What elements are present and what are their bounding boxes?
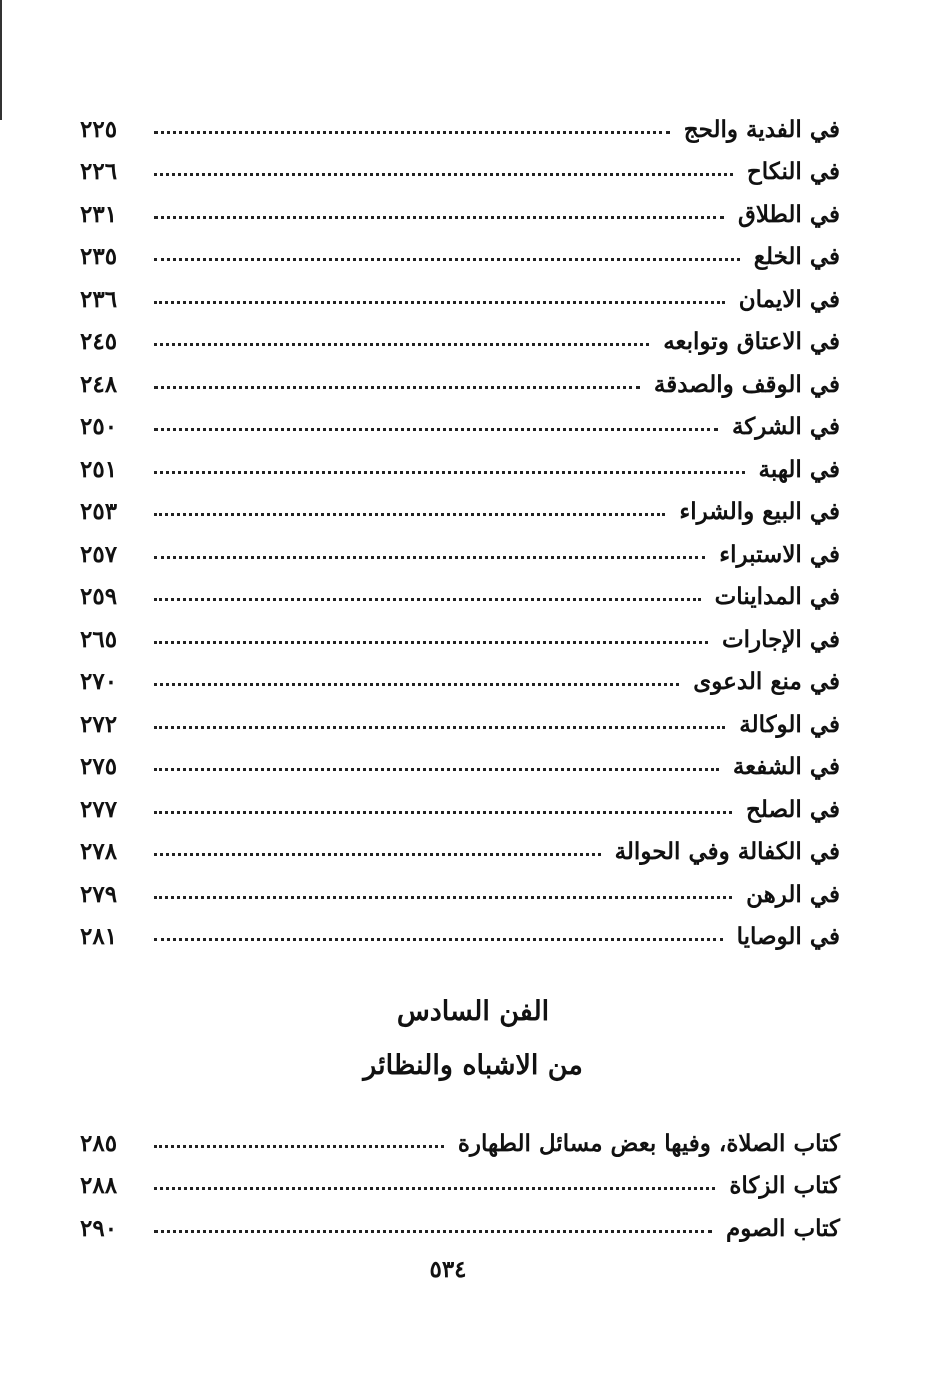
dot-leader [154,683,679,686]
toc-entry-page: ٢٧٧ [80,795,118,823]
toc-entry [80,1122,840,1165]
toc-entry [80,406,840,449]
toc-entry-title: في الوصايا [736,923,840,951]
toc-list-bottom [80,1122,840,1250]
dot-leader [154,428,718,431]
toc-entry [80,661,840,704]
toc-entry [80,108,840,151]
toc-entry-page: ٢٥١ [80,455,118,483]
toc-entry-page: ٢٢٥ [80,115,118,143]
toc-entry-page: ٢٧٨ [80,838,118,866]
toc-entry-title: في الكفالة وفي الحوالة [614,838,840,866]
toc-entry-title: في الوكالة [739,710,840,738]
toc-entry-title: كتاب الصلاة، وفيها بعض مسائل الطهارة [457,1129,840,1157]
toc-entry [80,193,840,236]
toc-entry-title: في الهبة [758,455,840,483]
toc-entry [80,916,840,959]
toc-entry-page: ٢٣٦ [80,285,118,313]
dot-leader [154,386,640,389]
toc-entry-page: ٢٢٦ [80,158,118,186]
toc-entry-title: في الاعتاق وتوابعه [663,328,840,356]
dot-leader [154,1187,715,1190]
toc-entry-title: في منع الدعوى [693,668,840,696]
dot-leader [154,641,708,644]
toc-entry-title: في الشركة [731,413,840,441]
toc-entry-title: في المداينات [714,583,840,611]
left-margin-rule [0,0,2,120]
toc-entry-page: ٢٣٥ [80,243,118,271]
dot-leader [154,853,601,856]
toc-entry-page: ٢٧٥ [80,753,118,781]
dot-leader [154,938,723,941]
toc-entry [80,703,840,746]
toc-entry [80,363,840,406]
toc-entry-title: في الصلح [746,795,840,823]
toc-entry-page: ٢٤٨ [80,370,118,398]
toc-entry-page: ٢٧٠ [80,668,118,696]
toc-entry-page: ٢٥٠ [80,413,118,441]
toc-entry-page: ٢٨٨ [80,1172,118,1200]
toc-entry [80,1165,840,1208]
toc-entry-page: ٢٥٧ [80,540,118,568]
toc-entry-page: ٢٦٥ [80,625,118,653]
dot-leader [154,1230,712,1233]
dot-leader [154,768,719,771]
toc-entry-page: ٢٥٣ [80,498,118,526]
toc-entry [80,278,840,321]
dot-leader [154,216,724,219]
toc-list-top [80,108,840,958]
dot-leader [154,598,701,601]
dot-leader [154,131,670,134]
toc-entry [80,321,840,364]
toc-entry [80,1207,840,1250]
toc-entry-title: كتاب الزكاة [729,1172,840,1200]
dot-leader [154,173,733,176]
toc-entry [80,491,840,534]
toc-entry-page: ٢٧٩ [80,880,118,908]
toc-entry [80,873,840,916]
toc-entry-title: في النكاح [746,158,840,186]
dot-leader [154,343,649,346]
section-heading-line1: الفن السادس [396,996,550,1027]
toc-entry-title: في الايمان [738,285,840,313]
dot-leader [154,556,705,559]
dot-leader [154,896,732,899]
dot-leader [154,301,725,304]
toc-entry [80,831,840,874]
toc-entry-title: في الوقف والصدقة [653,370,840,398]
dot-leader [154,1145,444,1148]
dot-leader [154,726,725,729]
toc-entry-page: ٢٩٠ [80,1214,118,1242]
toc-entry-title: كتاب الصوم [725,1214,840,1242]
toc-entry [80,788,840,831]
toc-entry [80,151,840,194]
dot-leader [154,258,740,261]
toc-entry [80,576,840,619]
toc-entry-title: في الشفعة [732,753,840,781]
toc-entry-title: في الإجارات [721,625,840,653]
toc-entry-page: ٢٧٢ [80,710,118,738]
toc-entry-title: في الرهن [746,880,840,908]
toc-entry-title: في الاستبراء [719,540,840,568]
toc-entry-page: ٢٨٥ [80,1129,118,1157]
toc-entry [80,746,840,789]
toc-entry-title: في الطلاق [737,200,840,228]
toc-entry-title: في الخلع [753,243,840,271]
toc-entry-page: ٢٣١ [80,200,118,228]
page-number: ٥٣٤ [429,1256,467,1283]
section-heading-line2: من الاشباه والنظائر [363,1050,583,1081]
dot-leader [154,513,665,516]
toc-entry-title: في البيع والشراء [679,498,840,526]
toc-entry [80,533,840,576]
toc-entry-page: ٢٤٥ [80,328,118,356]
toc-entry [80,618,840,661]
toc-entry-title: في الفدية والحج [683,115,840,143]
toc-entry-page: ٢٨١ [80,923,118,951]
toc-entry-page: ٢٥٩ [80,583,118,611]
dot-leader [154,471,745,474]
toc-entry [80,448,840,491]
dot-leader [154,811,732,814]
toc-entry [80,236,840,279]
